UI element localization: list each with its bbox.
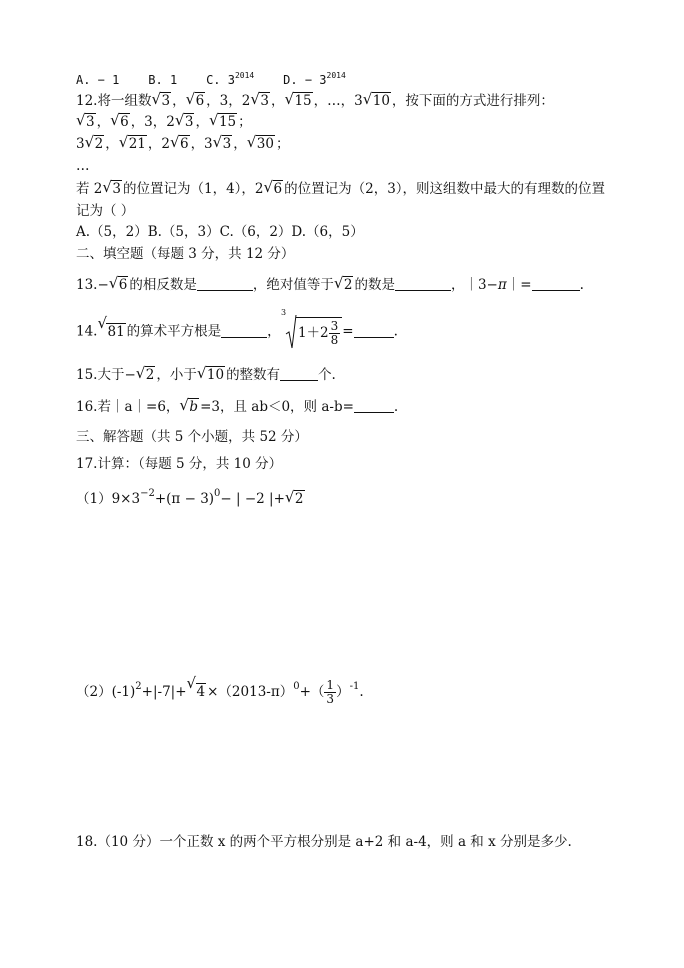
radical: √ 15 xyxy=(284,90,312,109)
answer-blank xyxy=(354,325,394,338)
radical: √ 81 xyxy=(97,313,125,340)
q16: 16.若｜a｜=6， √ b =3，且 ab＜0，则 a-b= . xyxy=(76,396,399,415)
radical: √ b xyxy=(179,396,199,415)
fraction: $\frac{3}{8}$ xyxy=(330,319,339,347)
answer-blank xyxy=(395,278,451,291)
radical: √ 6 xyxy=(263,178,283,197)
q12-row2: 3 √ 2 ， √ 21 ，2 √ 6 ，3 √ 3 ， √ 30 ； xyxy=(76,133,290,152)
fraction: $\frac{1}{3}$ xyxy=(326,678,335,706)
answer-blank xyxy=(221,325,267,338)
radical: √ 3 xyxy=(174,111,194,130)
q14: 14. √ 81 的算术平方根是 ， 3 1＋2 $\frac{3}{8}$ = . xyxy=(76,314,398,350)
radical: √ 3 xyxy=(250,90,269,109)
radical: √ 3 xyxy=(76,111,95,130)
radical: √ 6 xyxy=(110,111,129,130)
radical: √ 6 xyxy=(169,133,189,152)
radical: √ 10 xyxy=(196,364,225,383)
option-d: D. − $3^{2014}$ xyxy=(283,71,346,87)
answer-blank xyxy=(280,368,318,381)
answer-blank xyxy=(197,278,253,291)
q12-ellipsis: … xyxy=(76,158,90,174)
q17-title: 17.计算：（每题 5 分，共 10 分） xyxy=(76,456,283,472)
q12-condition-line2: 记为（ ） xyxy=(76,203,135,219)
radical: √ 15 xyxy=(208,111,237,130)
section-heading-solutions: 三、解答题（共 5 个小题，共 52 分） xyxy=(76,429,308,445)
radical: √ 10 xyxy=(362,90,390,109)
section-heading-fill-in: 二、填空题（每题 3 分，共 12 分） xyxy=(76,246,295,262)
cube-root: 3 1＋2 $\frac{3}{8}$ xyxy=(285,314,342,350)
q17-part1: $(1)9\times 3^{-2}+(\pi - 3)^0-$ | −2 |+ √ 2 xyxy=(76,488,304,507)
q18: 18.（10 分）一个正数 x 的两个平方根分别是 a+2 和 a-4，则 a 和 x 分别是多少. xyxy=(76,834,572,850)
q12-intro: 12.将一组数 √ 3 ， √ 6 ，3，2 √ 3 ， √ 15 ，…，3 √ 10 ，按下面的方式进行排列： xyxy=(76,90,554,109)
radical: √ 2 xyxy=(284,488,304,507)
q11-options xyxy=(76,66,346,90)
q12-condition: 若 2 √ 3 的位置记为（1，4），2 √ 6 的位置记为（2，3），则这组数中最大的有理数的位置 xyxy=(76,178,606,197)
radical: √ 21 xyxy=(118,133,146,152)
answer-blank xyxy=(354,400,394,413)
q17-part2: $(2)(-1)^2+|-7|+$ √ $4 \times(2013-\pi)^0+$（ $\frac{1}{3}$ ）$^{-1}$. xyxy=(76,670,364,709)
radical: √ 3 xyxy=(151,90,171,109)
radical: √ 4 xyxy=(186,674,206,700)
q12-row1: √ 3 ， √ 6 ，3，2 √ 3 ， √ 15 ； xyxy=(76,111,252,130)
radical: √ 2 xyxy=(135,364,155,383)
radical: √ 2 xyxy=(333,274,353,293)
radical: √ 6 xyxy=(108,274,128,293)
option-c: C. $3^{2014}$ xyxy=(206,71,255,87)
option-a: A. − 1 xyxy=(76,73,120,87)
q12-options: A.（5，2）B.（5，3）C.（6，2）D.（6，5） xyxy=(76,224,364,240)
radical: √ 3 xyxy=(212,133,232,152)
q15: 15.大于− √ 2 ，小于 √ 10 的整数有 个. xyxy=(76,364,336,383)
option-b: B. 1 xyxy=(148,73,178,87)
q13: 13.− √ 6 的相反数是 ，绝对值等于 √ 2 的数是 ，｜3−π｜= . xyxy=(76,274,584,293)
radical: √ 6 xyxy=(185,90,205,109)
radical: √ 3 xyxy=(102,178,121,197)
radical: √ 2 xyxy=(84,133,104,152)
answer-blank xyxy=(532,278,580,291)
radical: √ 30 xyxy=(246,133,274,152)
